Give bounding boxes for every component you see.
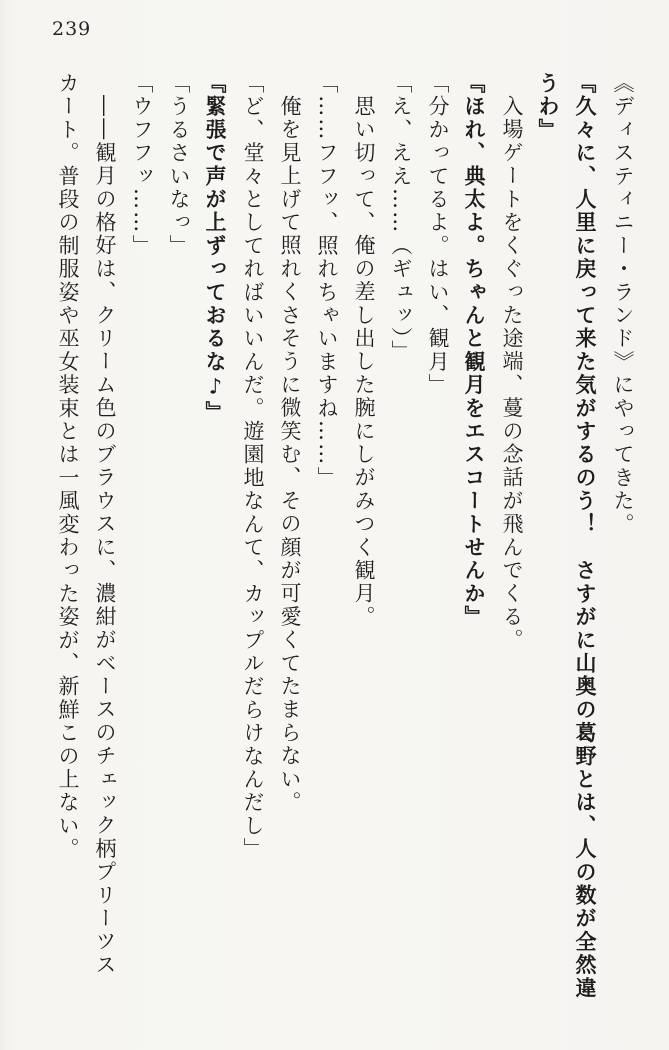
text-line-12: 『緊張で声が上ずっておるな♪』	[203, 72, 228, 424]
text-line-16: カート。普段の制服姿や巫女装束とは一風変わった姿が、新鮮この上ない。	[56, 72, 80, 861]
text-line-14: 「ウフフッ……」	[130, 72, 154, 258]
text-line-3: うわ』	[536, 72, 561, 142]
text-line-10: 俺を見上げて照れくさそうに微笑む、その顔が可愛くてたまらない。	[278, 95, 302, 815]
text-line-15: ――観月の格好は、クリーム色のブラウスに、濃紺がベースのチェック柄プリーツス	[93, 95, 117, 977]
page-number: 239	[52, 18, 92, 40]
text-line-8: 思い切って、俺の差し出した腕にしがみつく観月。	[352, 95, 376, 629]
text-line-13: 「うるさいなっ」	[167, 72, 191, 258]
text-line-9: 「……フフッ、照れちゃいますね……」	[315, 72, 339, 490]
text-line-4: 入場ゲートをくぐった途端、蔓の念話が飛んでくる。	[500, 95, 524, 652]
text-line-1: 《ディスティニー・ランド》にやってきた。	[611, 72, 635, 536]
text-line-7: 「え、ええ……（ギュッ）」	[389, 72, 413, 364]
novel-text	[47, 72, 641, 1004]
text-line-2: 『久々に、人里に戻って来た気がするのう！ さすがに山奥の葛野とは、人の数が全然違	[573, 72, 598, 1000]
text-line-11: 「ど、堂々としてればいいんだ。遊園地なんて、カップルだらけなんだし」	[241, 72, 265, 861]
text-line-6: 「分かってるよ。はい、観月」	[426, 72, 450, 397]
text-line-5: 『ほれ、典太よ。ちゃんと観月をエスコートせんか』	[462, 72, 487, 629]
